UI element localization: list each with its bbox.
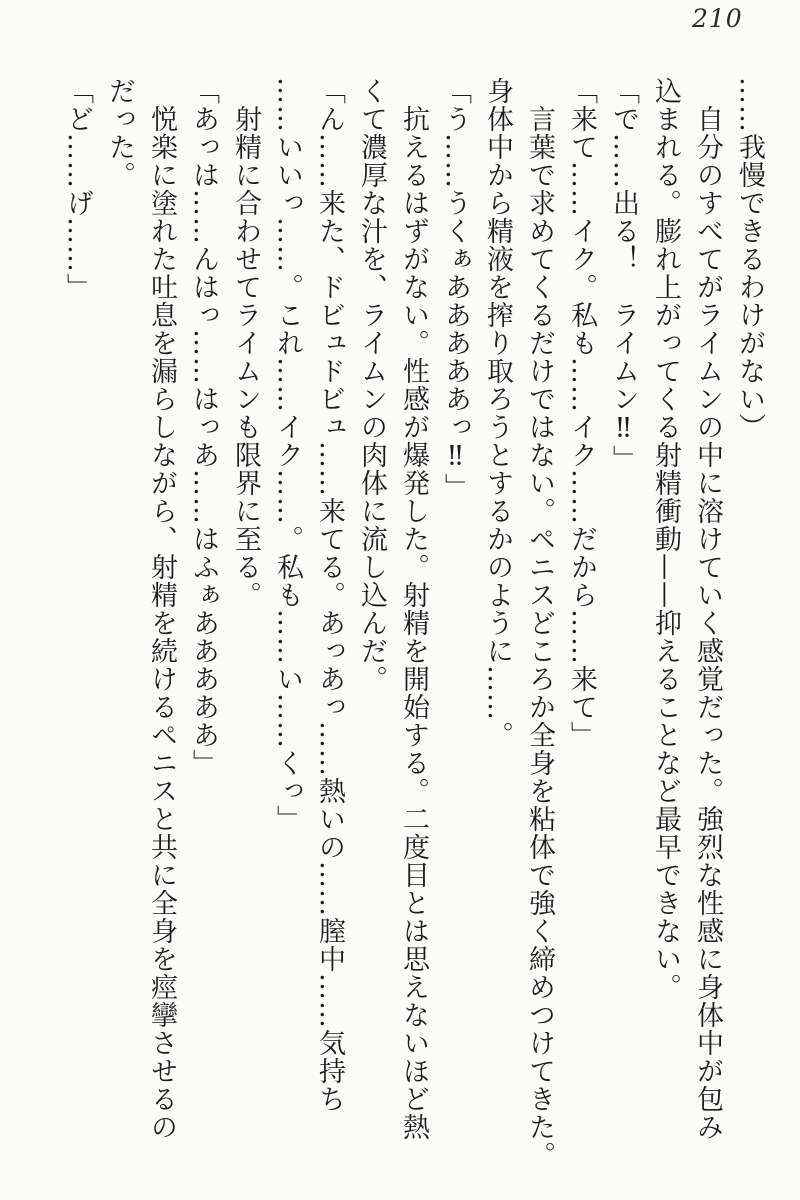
text-column: 「う……うくぁあああああっ‼」 xyxy=(440,77,471,501)
text-column: 込まれる。膨れ上がってくる射精衝動——抑えることなど最早できない。 xyxy=(650,77,681,1001)
text-column: 「ど……げ……」 xyxy=(62,77,93,301)
text-column: ……我慢できるわけがない） xyxy=(734,77,765,441)
text-column: 「で……出る！ ライムン‼」 xyxy=(608,77,639,473)
text-column: だった。 xyxy=(104,77,135,189)
text-column: 抗えるはずがない。性感が爆発した。射精を開始する。二度目とは思えないほど熱 xyxy=(398,105,429,1141)
text-column: 悦楽に塗れた吐息を漏らしながら、射精を続けるペニスと共に全身を痙攣させるの xyxy=(146,105,177,1141)
text-column: 「来て……イク。私も……イク……だから……来て」 xyxy=(566,77,597,749)
text-column: 「ん……来た、ドビュドビュ……来てる。あっあっ……熱いの……膣中……気持ち xyxy=(314,77,345,1113)
vertical-text-area xyxy=(56,77,770,1177)
text-column: くて濃厚な汁を、ライムンの肉体に流し込んだ。 xyxy=(356,77,387,693)
page-number: 210 xyxy=(692,4,743,33)
text-column: 言葉で求めてくるだけではない。ペニスどころか全身を粘体で強く締めつけてきた。 xyxy=(524,105,555,1169)
text-column: ……いいっ……。これ……イク……。私も……い……くっ」 xyxy=(272,77,303,833)
text-column: 自分のすべてがライムンの中に溶けていく感覚だった。強烈な性感に身体中が包み xyxy=(692,105,723,1141)
text-column: 「あっは……んはっ……はっあ……はふぁあああああ」 xyxy=(188,77,219,777)
text-column: 射精に合わせてライムンも限界に至る。 xyxy=(230,105,261,609)
text-column: 身体中から精液を搾り取ろうとするかのように……。 xyxy=(482,77,513,749)
